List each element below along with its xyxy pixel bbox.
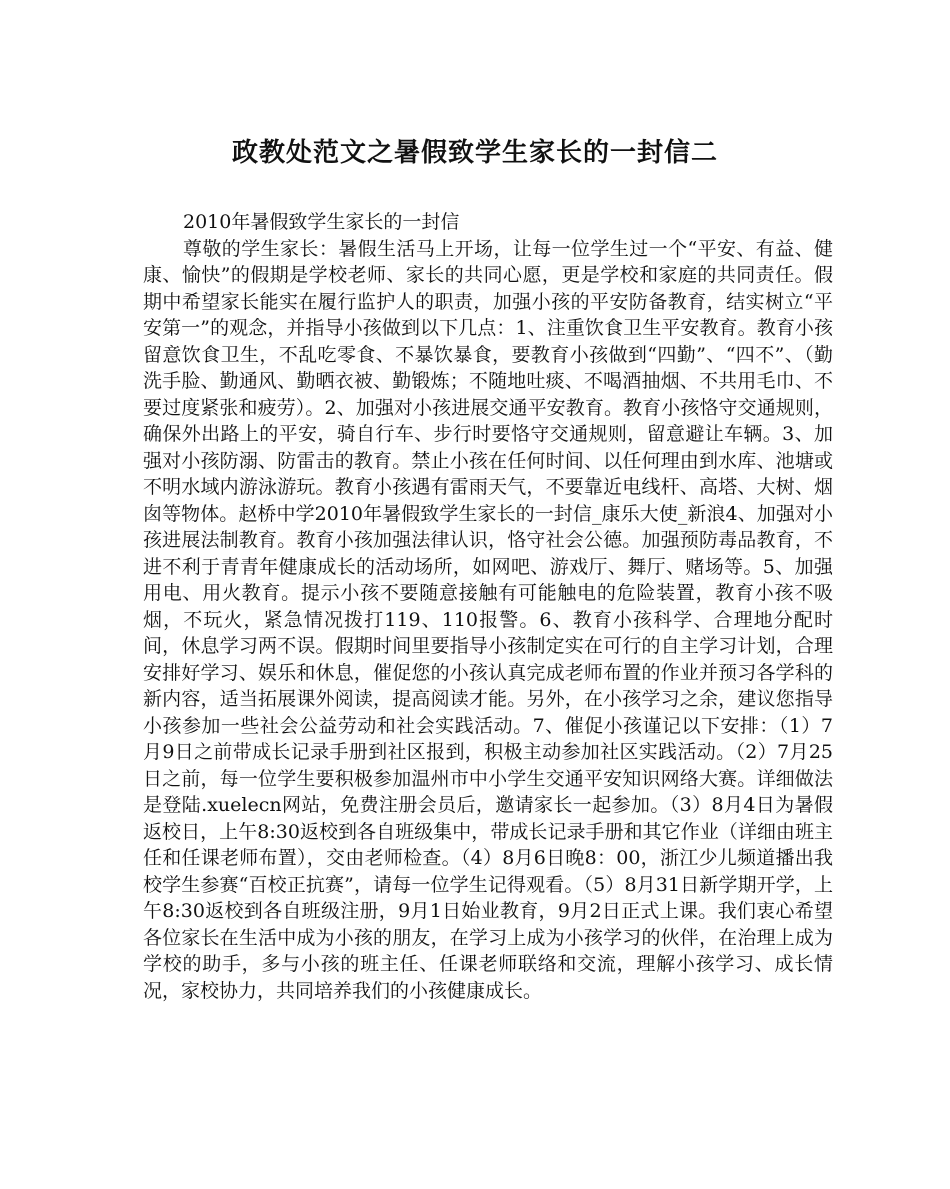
- document-body: [143, 209, 833, 1004]
- letter-paragraph: 尊敬的学生家长：暑假生活马上开场，让每一位学生过一个“平安、有益、健康、愉快”的假期是学校老师、家长的共同心愿，更是学校和家庭的共同责任。假期中希望家长能实在履行监护人的职责，加强小孩的平安防备教育，结实树立“平安第一”的观念，并指导小孩做到以下几点：1、注重饮食卫生平安教育。教育小孩留意饮食卫生，不乱吃零食、不暴饮暴食，要教育小孩做到“四勤”、“四不”、（勤洗手脸、勤通风、勤晒衣被、勤锻炼；不随地吐痰、不喝酒抽烟、不共用毛巾、不要过度紧张和疲劳）。2、加强对小孩进展交通平安教育。教育小孩恪守交通规则，确保外出路上的平安，骑自行车、步行时要恪守交通规则，留意避让车辆。3、加强对小孩防溺、防雷击的教育。禁止小孩在任何时间、以任何理由到水库、池塘或不明水域内游泳游玩。教育小孩遇有雷雨天气，不要靠近电线杆、高塔、大树、烟囱等物体。赵桥中学2010年暑假致学生家长的一封信_康乐大使_新浪4、加强对小孩进展法制教育。教育小孩加强法律认识，恪守社会公德。加强预防毒品教育，不进不利于青青年健康成长的活动场所，如网吧、游戏厅、舞厅、赌场等。5、加强用电、用火教育。提示小孩不要随意接触有可能触电的危险装置，教育小孩不吸烟，不玩火，紧急情况拨打119、110报警。6、教育小孩科学、合理地分配时间，休息学习两不误。假期时间里要指导小孩制定实在可行的自主学习计划，合理安排好学习、娱乐和休息，催促您的小孩认真完成老师布置的作业并预习各学科的新内容，适当拓展课外阅读，提高阅读才能。另外，在小孩学习之余，建议您指导小孩参加一些社会公益劳动和社会实践活动。7、催促小孩谨记以下安排：（1）7月9日之前带成长记录手册到社区报到，积极主动参加社区实践活动。（2）7月25日之前，每一位学生要积极参加温州市中小学生交通平安知识网络大赛。详细做法是登陆.xuelecn网站，免费注册会员后，邀请家长一起参加。（3）8月4日为暑假返校日，上午8:30返校到各自班级集中，带成长记录手册和其它作业（详细由班主任和任课老师布置），交由老师检查。（4）8月6日晚8：00，浙江少儿频道播出我校学生参赛“百校正抗赛”，请每一位学生记得观看。（5）8月31日新学期开学，上午8:30返校到各自班级注册，9月1日始业教育，9月2日正式上课。我们衷心希望各位家长在生活中成为小孩的朋友，在学习上成为小孩学习的伙伴，在治理上成为学校的助手，多与小孩的班主任、任课老师联络和交流，理解小孩学习、成长情况，家校协力，共同培养我们的小孩健康成长。: [143, 237, 833, 1002]
- document-title: 政教处范文之暑假致学生家长的一封信二: [231, 138, 718, 168]
- letter-heading: 2010年暑假致学生家长的一封信: [183, 211, 460, 233]
